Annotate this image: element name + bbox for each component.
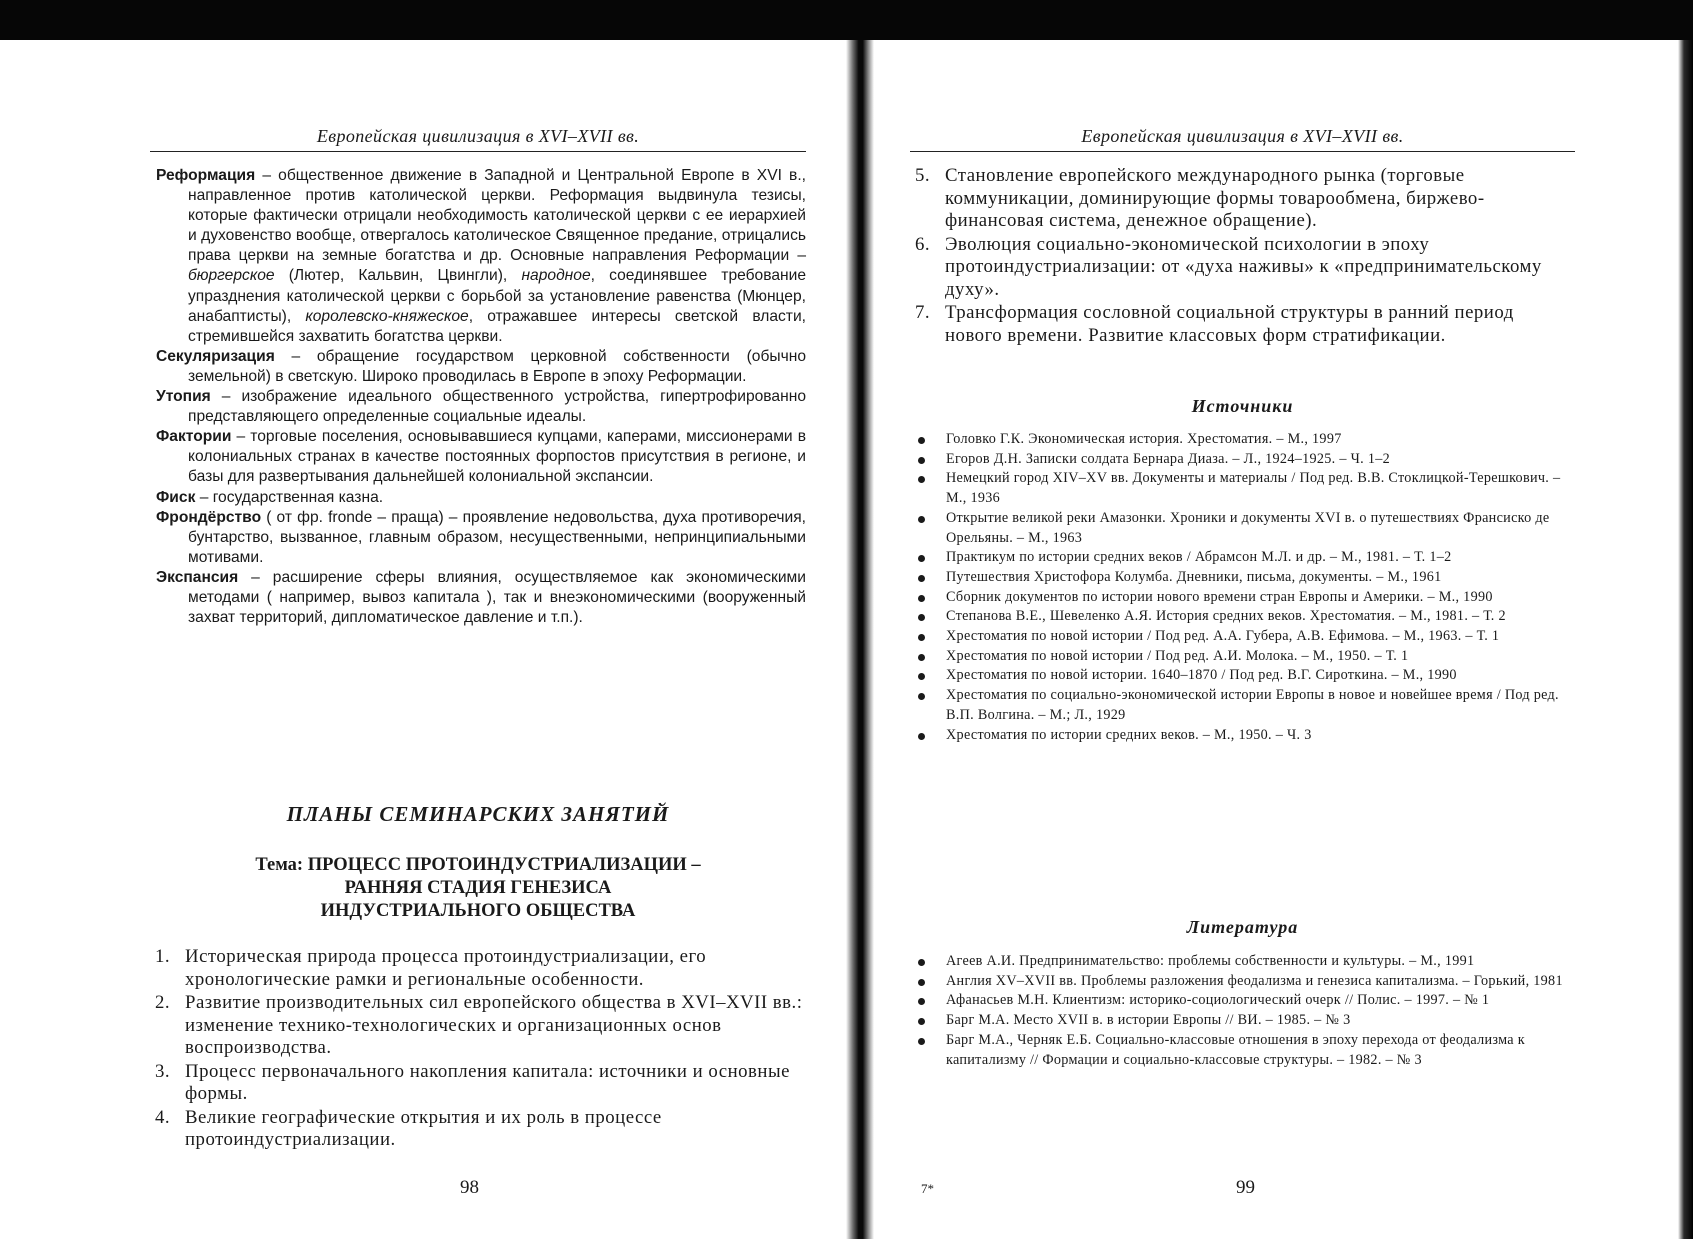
sources-list <box>914 430 1574 745</box>
question-list-right <box>915 165 1573 348</box>
running-head-right: Европейская цивилизация в XVI–XVII вв. <box>910 126 1575 152</box>
source-item <box>914 450 1574 470</box>
topic-line: ИНДУСТРИАЛЬНОГО ОБЩЕСТВА <box>320 901 636 921</box>
italic-term: королевско-княжеское <box>305 307 469 325</box>
glossary-term: Реформация <box>156 167 256 184</box>
question-number: 5. <box>915 165 931 186</box>
source-item <box>914 469 1574 508</box>
source-item-text: Хрестоматия по новой истории / Под ред. А.А. Губера, А.В. Ефимова. – М., 1963. – Т. 1 <box>946 628 1500 645</box>
italic-term: бюргерское <box>188 267 275 285</box>
question-text: Процесс первоначального накопления капитала: источники и основные формы. <box>185 1060 790 1104</box>
source-item-text: Головко Г.К. Экономическая история. Хрестоматия. – М., 1997 <box>946 431 1342 447</box>
glossary-term: Фрондёрство <box>156 508 262 526</box>
glossary-definition: – изображение идеального общественного устройства, гипертрофированно представляющего определенные социальные идеалы. <box>188 388 806 426</box>
glossary-entry <box>156 387 806 427</box>
question-item <box>155 1061 805 1106</box>
page-number-right: 99 <box>1236 1177 1255 1198</box>
glossary-entry <box>156 568 806 628</box>
source-item-text: Хрестоматия по новой истории / Под ред. А.И. Молока. – М., 1950. – Т. 1 <box>946 647 1409 664</box>
glossary-term: Утопия <box>156 388 211 406</box>
source-item-text: Открытие великой реки Амазонки. Хроники и документы XVI в. о путешествиях Франсиско де Орельяны. – М., 1963 <box>946 509 1550 546</box>
scanner-right-edge <box>1678 40 1693 1239</box>
bullet-icon <box>918 733 925 740</box>
glossary-definition: – обращение государством церковной собственности (обычно земельной) в светскую. Широко проводилась в Европе в эпоху Реформации. <box>188 347 806 385</box>
topic-line: РАННЯЯ СТАДИЯ ГЕНЕЗИСА <box>344 878 612 898</box>
book-spine-gutter <box>846 40 874 1239</box>
topic-line: Тема: ПРОЦЕСС ПРОТОИНДУСТРИАЛИЗАЦИИ – <box>255 855 701 875</box>
plans-title: ПЛАНЫ СЕМИНАРСКИХ ЗАНЯТИЙ <box>286 802 670 826</box>
question-text: Трансформация сословной социальной структуры в ранний период нового времени. Развитие классовых форм стратификации. <box>945 302 1514 346</box>
glossary-definition: – торговые поселения, основывавшиеся купцами, каперами, миссионерами в колониальных странах в качестве постоянных форпостов присутствия в регионе, и базы для развертывания дальнейшей колониальной экспансии. <box>188 428 806 486</box>
source-item <box>914 647 1574 667</box>
literature-item <box>914 1031 1574 1070</box>
glossary-definition: ( от фр. fronde – праща) – проявление недовольства, духа противоречия, бунтарство, вызванное, главным образом, несущественными, непринципиальными мотивами. <box>188 508 806 566</box>
glossary-term: Фактории <box>156 428 232 446</box>
glossary-definition: – расширение сферы влияния, осуществляемое как экономическими методами ( например, вывоз капитала ), так и внеэкономическими (вооруженный захват территорий, дипломатическое давление и т.п.). <box>188 568 806 627</box>
bullet-icon <box>918 516 925 523</box>
bullet-icon <box>918 1018 925 1025</box>
question-number: 2. <box>155 992 171 1013</box>
question-text: Великие географические открытия и их роль в процессе протоиндустриализации. <box>185 1106 662 1150</box>
source-item <box>914 548 1574 568</box>
bullet-icon <box>918 979 925 986</box>
literature-item-text: Афанасьев М.Н. Клиентизм: историко-социологический очерк // Полис. – 1997. – № 1 <box>946 992 1490 1009</box>
source-item <box>914 726 1574 746</box>
question-text: Развитие производительных сил европейского общества в XVI–XVII вв.: изменение технико-технологических и организационных основ воспроизводства. <box>185 992 803 1058</box>
question-list-left <box>155 946 805 1153</box>
bullet-icon <box>918 654 925 661</box>
question-number: 4. <box>155 1106 171 1128</box>
bullet-icon <box>918 998 925 1005</box>
bullet-icon <box>918 457 925 464</box>
question-text: Эволюция социально-экономической психологии в эпоху протоиндустриализации: от «духа наживы» к «предпринимательскому духу». <box>945 233 1542 300</box>
left-page <box>150 40 806 1239</box>
source-item <box>914 588 1574 608</box>
glossary-entry <box>156 488 806 508</box>
source-item <box>914 430 1574 450</box>
literature-item <box>914 952 1574 972</box>
source-item <box>914 686 1574 725</box>
source-item-text: Степанова В.Е., Шевеленко А.Я. История средних веков. Хрестоматия. – М., 1981. – Т. 2 <box>946 608 1506 625</box>
bullet-icon <box>918 575 925 582</box>
source-item-text: Путешествия Христофора Колумба. Дневники, письма, документы. – М., 1961 <box>946 568 1442 585</box>
question-number: 7. <box>915 302 931 323</box>
literature-item <box>914 972 1574 992</box>
right-page <box>910 40 1575 1239</box>
literature-item-text: Барг М.А., Черняк Е.Б. Социально-классовые отношения в эпоху перехода от феодализма к капитализму // Формации и социально-классовые структуры. – 1982. – № 3 <box>946 1031 1525 1068</box>
question-item <box>915 302 1573 347</box>
question-item <box>155 992 805 1060</box>
literature-item <box>914 991 1574 1011</box>
bullet-icon <box>918 595 925 602</box>
bullet-icon <box>918 437 925 444</box>
glossary-entry <box>156 347 806 387</box>
running-head-left: Европейская цивилизация в XVI–XVII вв. <box>150 126 806 152</box>
glossary-entry <box>156 427 806 487</box>
bullet-icon <box>918 959 925 966</box>
source-item-text: Практикум по истории средних веков / Абрамсон М.Л. и др. – М., 1981. – Т. 1–2 <box>946 549 1452 566</box>
glossary-definition: – государственная казна. <box>195 488 384 506</box>
glossary-term: Секуляризация <box>156 347 275 365</box>
source-item-text: Егоров Д.Н. Записки солдата Бернара Диаза. – Л., 1924–1925. – Ч. 1–2 <box>946 450 1391 467</box>
glossary-entry <box>156 166 806 347</box>
sources-heading: Источники <box>1191 396 1294 416</box>
source-item-text: Хрестоматия по истории средних веков. – М., 1950. – Ч. 3 <box>946 726 1312 743</box>
source-item-text: Хрестоматия по новой истории. 1640–1870 / Под ред. В.Г. Сироткина. – М., 1990 <box>946 667 1457 684</box>
bullet-icon <box>918 634 925 641</box>
bullet-icon <box>918 614 925 621</box>
glossary-term: Фиск <box>156 488 196 506</box>
question-text: Становление европейского международного рынка (торговые коммуникации, доминирующие формы товарообмена, биржево-финансовая система, денежное обращение). <box>945 165 1485 231</box>
literature-item-text: Барг М.А. Место XVII в. в истории Европы // ВИ. – 1985. – № 3 <box>946 1012 1351 1029</box>
source-item <box>914 509 1574 548</box>
bullet-icon <box>918 693 925 700</box>
literature-item <box>914 1011 1574 1031</box>
italic-term: народное <box>521 267 591 285</box>
bullet-icon <box>918 476 925 483</box>
glossary-definition: – общественное движение в Западной и Центральной Европе в XVI в., направленное против католической церкви. Реформация выдвинула тезисы, которые фактически отрицали необходимость католической церкви с ее иерархией и духовенство вообще, отвергалось католическое Священное предание, отрицались права церкви на земные богатства и др. Основные направления Реформации – бюргерское (Лютер, Кальвин, Цвингли), народное, соединявшее требование упразднения католической церкви с борьбой за установление равенства (Мюнцер, анабаптисты), королевско-княжеское, отражавшее интересы светской власти, стремившейся захватить богатства церкви. <box>188 167 807 345</box>
question-number: 3. <box>155 1060 171 1082</box>
source-item <box>914 607 1574 627</box>
source-item-text: Хрестоматия по социально-экономической истории Европы в новое и новейшее время / Под ред. В.П. Волгина. – М.; Л., 1929 <box>946 687 1559 723</box>
bullet-icon <box>918 673 925 680</box>
glossary <box>156 166 806 628</box>
source-item-text: Сборник документов по истории нового времени стран Европы и Америки. – М., 1990 <box>946 588 1493 605</box>
source-item <box>914 627 1574 647</box>
question-number: 1. <box>155 946 171 967</box>
question-item <box>155 1107 805 1152</box>
bullet-icon <box>918 1038 925 1045</box>
literature-heading: Литература <box>1186 917 1299 937</box>
question-text: Историческая природа процесса протоиндустриализации, его хронологические рамки и региональные особенности. <box>185 946 707 990</box>
signature-mark: 7* <box>921 1181 934 1196</box>
source-item <box>914 568 1574 588</box>
literature-list <box>914 952 1574 1070</box>
question-item <box>915 165 1573 233</box>
glossary-term: Экспансия <box>156 568 239 586</box>
source-item <box>914 666 1574 686</box>
literature-item-text: Агеев А.И. Предпринимательство: проблемы собственности и культуры. – М., 1991 <box>946 953 1475 969</box>
literature-item-text: Англия XV–XVII вв. Проблемы разложения феодализма и генезиса капитализма. – Горький, 1981 <box>946 972 1563 989</box>
scanner-top-border <box>0 0 1693 40</box>
question-item <box>155 946 805 991</box>
glossary-entry <box>156 508 806 568</box>
question-item <box>915 234 1573 302</box>
question-number: 6. <box>915 233 931 255</box>
seminar-topic <box>150 854 806 923</box>
page-number-left: 98 <box>460 1177 479 1198</box>
bullet-icon <box>918 555 925 562</box>
source-item-text: Немецкий город XIV–XV вв. Документы и материалы / Под ред. В.В. Стоклицкой-Терешкович. – М., 1936 <box>946 470 1561 507</box>
